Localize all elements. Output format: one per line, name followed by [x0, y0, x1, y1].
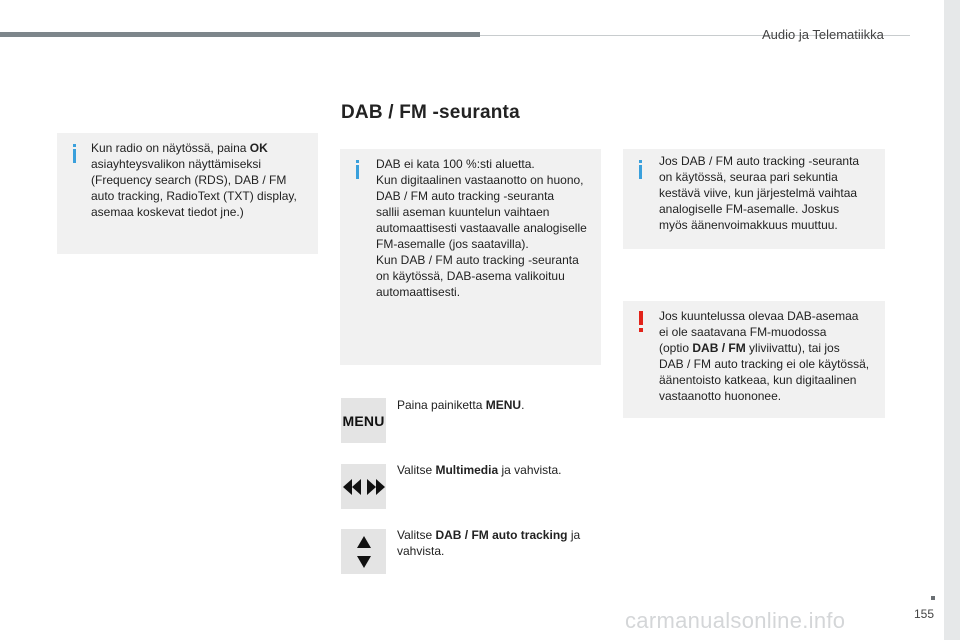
step-multimedia-text: Valitse Multimedia ja vahvista. [397, 463, 562, 477]
page-number: 155 [914, 607, 935, 621]
page-edge-strip [944, 0, 960, 640]
info-icon [73, 144, 76, 164]
prev-next-icon [341, 464, 386, 509]
watermark: carmanualsonline.info [625, 608, 846, 633]
warning-box [623, 301, 885, 418]
info-box-dab [340, 149, 601, 365]
info-box-ok-text: Kun radio on näytössä, paina OK asiayhteysvalikon näyttämiseksi (Frequency search (RDS), DAB / FM auto tracking, RadioText (TXT) display, asemaa koskevat tiedot jne.) [91, 141, 297, 219]
info-icon [639, 160, 642, 180]
warning-icon [637, 311, 645, 333]
info-icon [356, 160, 359, 180]
chapter-header: Audio ja Telematiikka [762, 27, 884, 42]
menu-button-icon: MENU [341, 398, 386, 443]
step-menu-text: Paina painiketta MENU. [397, 398, 525, 412]
warning-box-text: Jos kuuntelussa olevaa DAB-asemaa ei ole saatavana FM-muodossa (optio DAB / FM yliviivattu), tai jos DAB / FM auto tracking ei ole käytössä, äänentoisto katkeaa, kun digitaalinen vastaanotto huononee. [659, 309, 870, 403]
info-box-dab-text: DAB ei kata 100 %:sti aluetta. Kun digitaalinen vastaanotto on huono, DAB / FM auto tracking -seuranta sallii aseman kuuntelun vaihtaen automaattisesti vastaavalle analogiselle FM-asemalle (jos saatavilla). Kun DAB / FM auto tracking -seuranta on käytössä, DAB-asema valikoituu automaattisesti. [376, 157, 587, 299]
section-title: DAB / FM -seuranta [341, 102, 520, 123]
info-box-tracking [623, 149, 885, 249]
top-rule-dark [0, 32, 480, 37]
step-dab-tracking-text: Valitse DAB / FM auto tracking ja vahvista. [397, 528, 581, 558]
info-box-ok [57, 133, 318, 254]
page-dot [931, 596, 935, 600]
info-box-tracking-text: Jos DAB / FM auto tracking -seuranta on käytössä, seuraa pari sekuntia kestävä viive, kun järjestelmä vaihtaa analogiselle FM-asemalle. Joskus myös äänenvoimakkuus muuttuu. [659, 154, 860, 232]
up-down-arrows-icon [341, 529, 386, 574]
